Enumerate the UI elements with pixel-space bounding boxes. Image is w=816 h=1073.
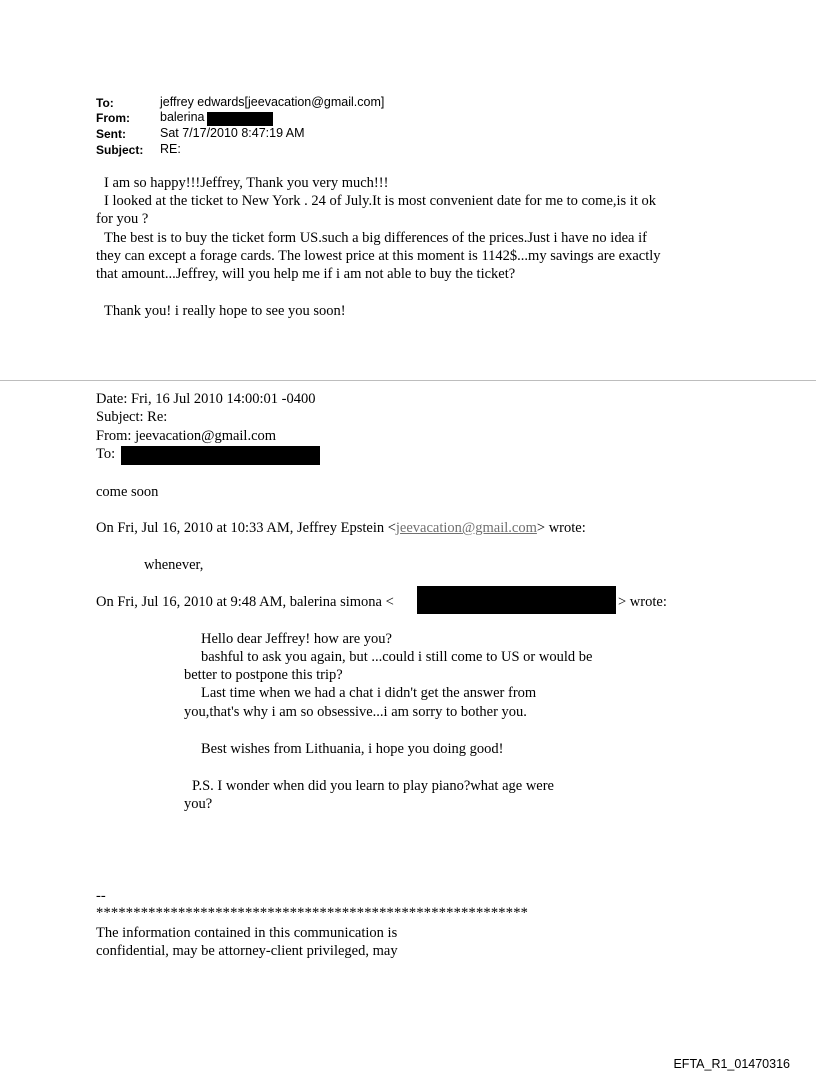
to-value: jeffrey edwards[jeevacation@gmail.com] [160,95,385,109]
inner-line: you,that's why i am so obsessive...i am sorry to bother you. [184,704,527,720]
on-wrote-prefix: On Fri, Jul 16, 2010 at 9:48 AM, balerina simona < [96,594,394,610]
section-divider [0,380,816,381]
inner-line: Hello dear Jeffrey! how are you? [201,631,392,647]
inner-line: you? [184,796,213,812]
to-label: To: [96,96,114,110]
on-wrote-prefix: On Fri, Jul 16, 2010 at 10:33 AM, Jeffrey Epstein < [96,520,396,536]
signature-dashes: -- [96,888,106,904]
inner-line: P.S. I wonder when did you learn to play piano?what age were [192,778,554,794]
whenever-text: whenever, [144,557,204,573]
redaction-block [207,112,273,126]
from-label: From: [96,111,130,125]
quoted-to-label: To: [96,446,116,462]
reply-line: The best is to buy the ticket form US.such a big differences of the prices.Just i have no idea if [104,230,647,246]
inner-line: Best wishes from Lithuania, i hope you doing good! [201,741,504,757]
disclaimer-line: confidential, may be attorney-client privileged, may [96,943,398,959]
on-wrote-line-1 [96,520,586,537]
reply-line: that amount...Jeffrey, will you help me if i am not able to buy the ticket? [96,266,516,282]
come-soon-text: come soon [96,484,159,500]
on-wrote-suffix: > wrote: [618,594,667,610]
sent-value: Sat 7/17/2010 8:47:19 AM [160,126,305,140]
quoted-from: From: jeevacation@gmail.com [96,428,277,444]
redaction-block [417,586,616,614]
quoted-subject: Subject: Re: [96,409,168,425]
from-value: balerina [160,110,205,124]
reply-line: I looked at the ticket to New York . 24 of July.It is most convenient date for me to come,is it ok [104,193,656,209]
document-id: EFTA_R1_01470316 [673,1057,790,1071]
quoted-date: Date: Fri, 16 Jul 2010 14:00:01 -0400 [96,391,316,407]
on-wrote-suffix: > wrote: [536,520,586,536]
signature-stars: ********************************************************** [96,905,529,921]
email-link[interactable]: jeevacation@gmail.com [395,520,537,536]
sent-label: Sent: [96,127,126,141]
redaction-block [121,446,320,465]
inner-line: Last time when we had a chat i didn't get the answer from [201,685,537,701]
subject-value: RE: [160,142,181,156]
reply-line: for you ? [96,211,149,227]
reply-line: they can except a forage cards. The lowest price at this moment is 1142$...my savings are exactly [96,248,661,264]
reply-line: Thank you! i really hope to see you soon! [104,303,346,319]
inner-line: better to postpone this trip? [184,667,343,683]
reply-line: I am so happy!!!Jeffrey, Thank you very much!!! [104,175,389,191]
inner-line: bashful to ask you again, but ...could i still come to US or would be [201,649,593,665]
disclaimer-line: The information contained in this communication is [96,925,398,941]
subject-label: Subject: [96,143,144,157]
